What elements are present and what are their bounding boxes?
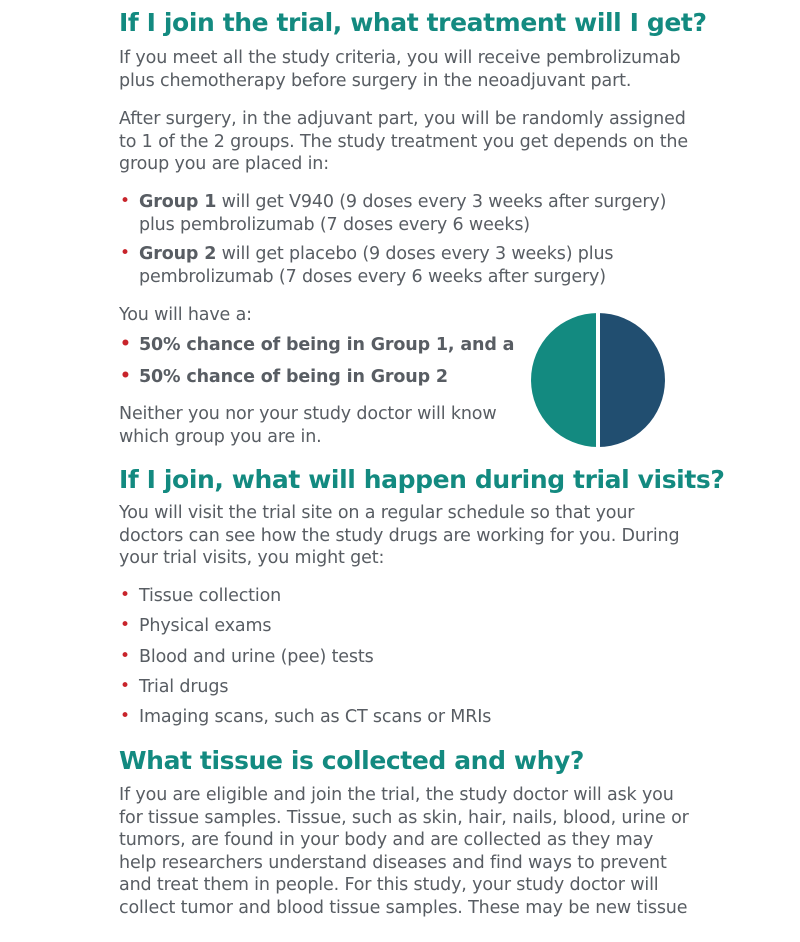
chance-text: 50% chance of being in Group 2 xyxy=(139,366,448,387)
bullet-icon: • xyxy=(120,365,131,386)
bullet-icon: • xyxy=(120,585,130,605)
bullet-icon: • xyxy=(120,706,130,727)
visit-item-text: Trial drugs xyxy=(139,676,229,697)
list-item xyxy=(119,585,689,608)
bullet-icon: • xyxy=(120,191,130,211)
visits-list xyxy=(119,585,689,736)
list-item xyxy=(119,706,689,729)
pie-slice-group-2 xyxy=(598,313,665,447)
treatment-heading: If I join the trial, what treatment will I get? xyxy=(119,8,707,37)
visit-item-text: Imaging scans, such as CT scans or MRIs xyxy=(139,707,492,728)
list-item-group-2 xyxy=(119,243,689,288)
visits-heading: If I join, what will happen during trial visits? xyxy=(119,465,725,494)
bullet-icon: • xyxy=(120,334,131,354)
pie-slice-group-1 xyxy=(531,313,598,447)
neither-paragraph: Neither you nor your study doctor will know which group you are in. xyxy=(119,404,497,447)
chance-text: 50% chance of being in Group 1, and a xyxy=(139,335,515,355)
chance-list xyxy=(119,334,519,397)
adjuvant-paragraph: After surgery, in the adjuvant part, you will be randomly assigned to 1 of the 2 groups. The study treatment you get depends on the group you are placed in: xyxy=(119,109,688,174)
group-description: will get V940 (9 doses every 3 weeks after surgery) plus pembrolizumab (7 doses every 6 weeks) xyxy=(139,192,667,235)
tissue-paragraph: If you are eligible and join the trial, the study doctor will ask you for tissue samples. Tissue, such as skin, hair, nails, blood, urine or tumors, are found in your body and are collected as they may help researchers understand diseases and find ways to prevent and treat them in people. For this study, your study doctor will collect tumor and blood tissue samples. These may be new tissue xyxy=(119,785,689,918)
bullet-icon: • xyxy=(120,615,130,636)
group-split-pie-chart xyxy=(530,312,666,448)
groups-list xyxy=(119,191,689,295)
bullet-icon: • xyxy=(120,243,130,263)
group-name: Group 1 xyxy=(139,192,217,212)
list-item xyxy=(119,676,689,699)
bullet-icon: • xyxy=(120,645,130,666)
list-item xyxy=(119,615,689,638)
tissue-heading: What tissue is collected and why? xyxy=(119,746,584,775)
list-item-group-1 xyxy=(119,191,689,236)
criteria-paragraph: If you meet all the study criteria, you will receive pembrolizumab plus chemotherapy before surgery in the neoadjuvant part. xyxy=(119,48,681,91)
visit-item-text: Tissue collection xyxy=(139,586,282,606)
visit-item-text: Physical exams xyxy=(139,616,272,637)
visit-item-text: Blood and urine (pee) tests xyxy=(139,646,374,667)
group-description: will get placebo (9 doses every 3 weeks) plus pembrolizumab (7 doses every 6 weeks after surgery) xyxy=(139,244,614,287)
visits-paragraph: You will visit the trial site on a regular schedule so that your doctors can see how the study drugs are working for you. During your trial visits, you might get: xyxy=(119,503,680,568)
list-item-chance-2 xyxy=(119,366,519,389)
group-name: Group 2 xyxy=(139,244,217,264)
list-item xyxy=(119,646,689,669)
bullet-icon: • xyxy=(120,675,130,696)
list-item-chance-1 xyxy=(119,334,519,357)
have-label: You will have a: xyxy=(119,305,252,325)
